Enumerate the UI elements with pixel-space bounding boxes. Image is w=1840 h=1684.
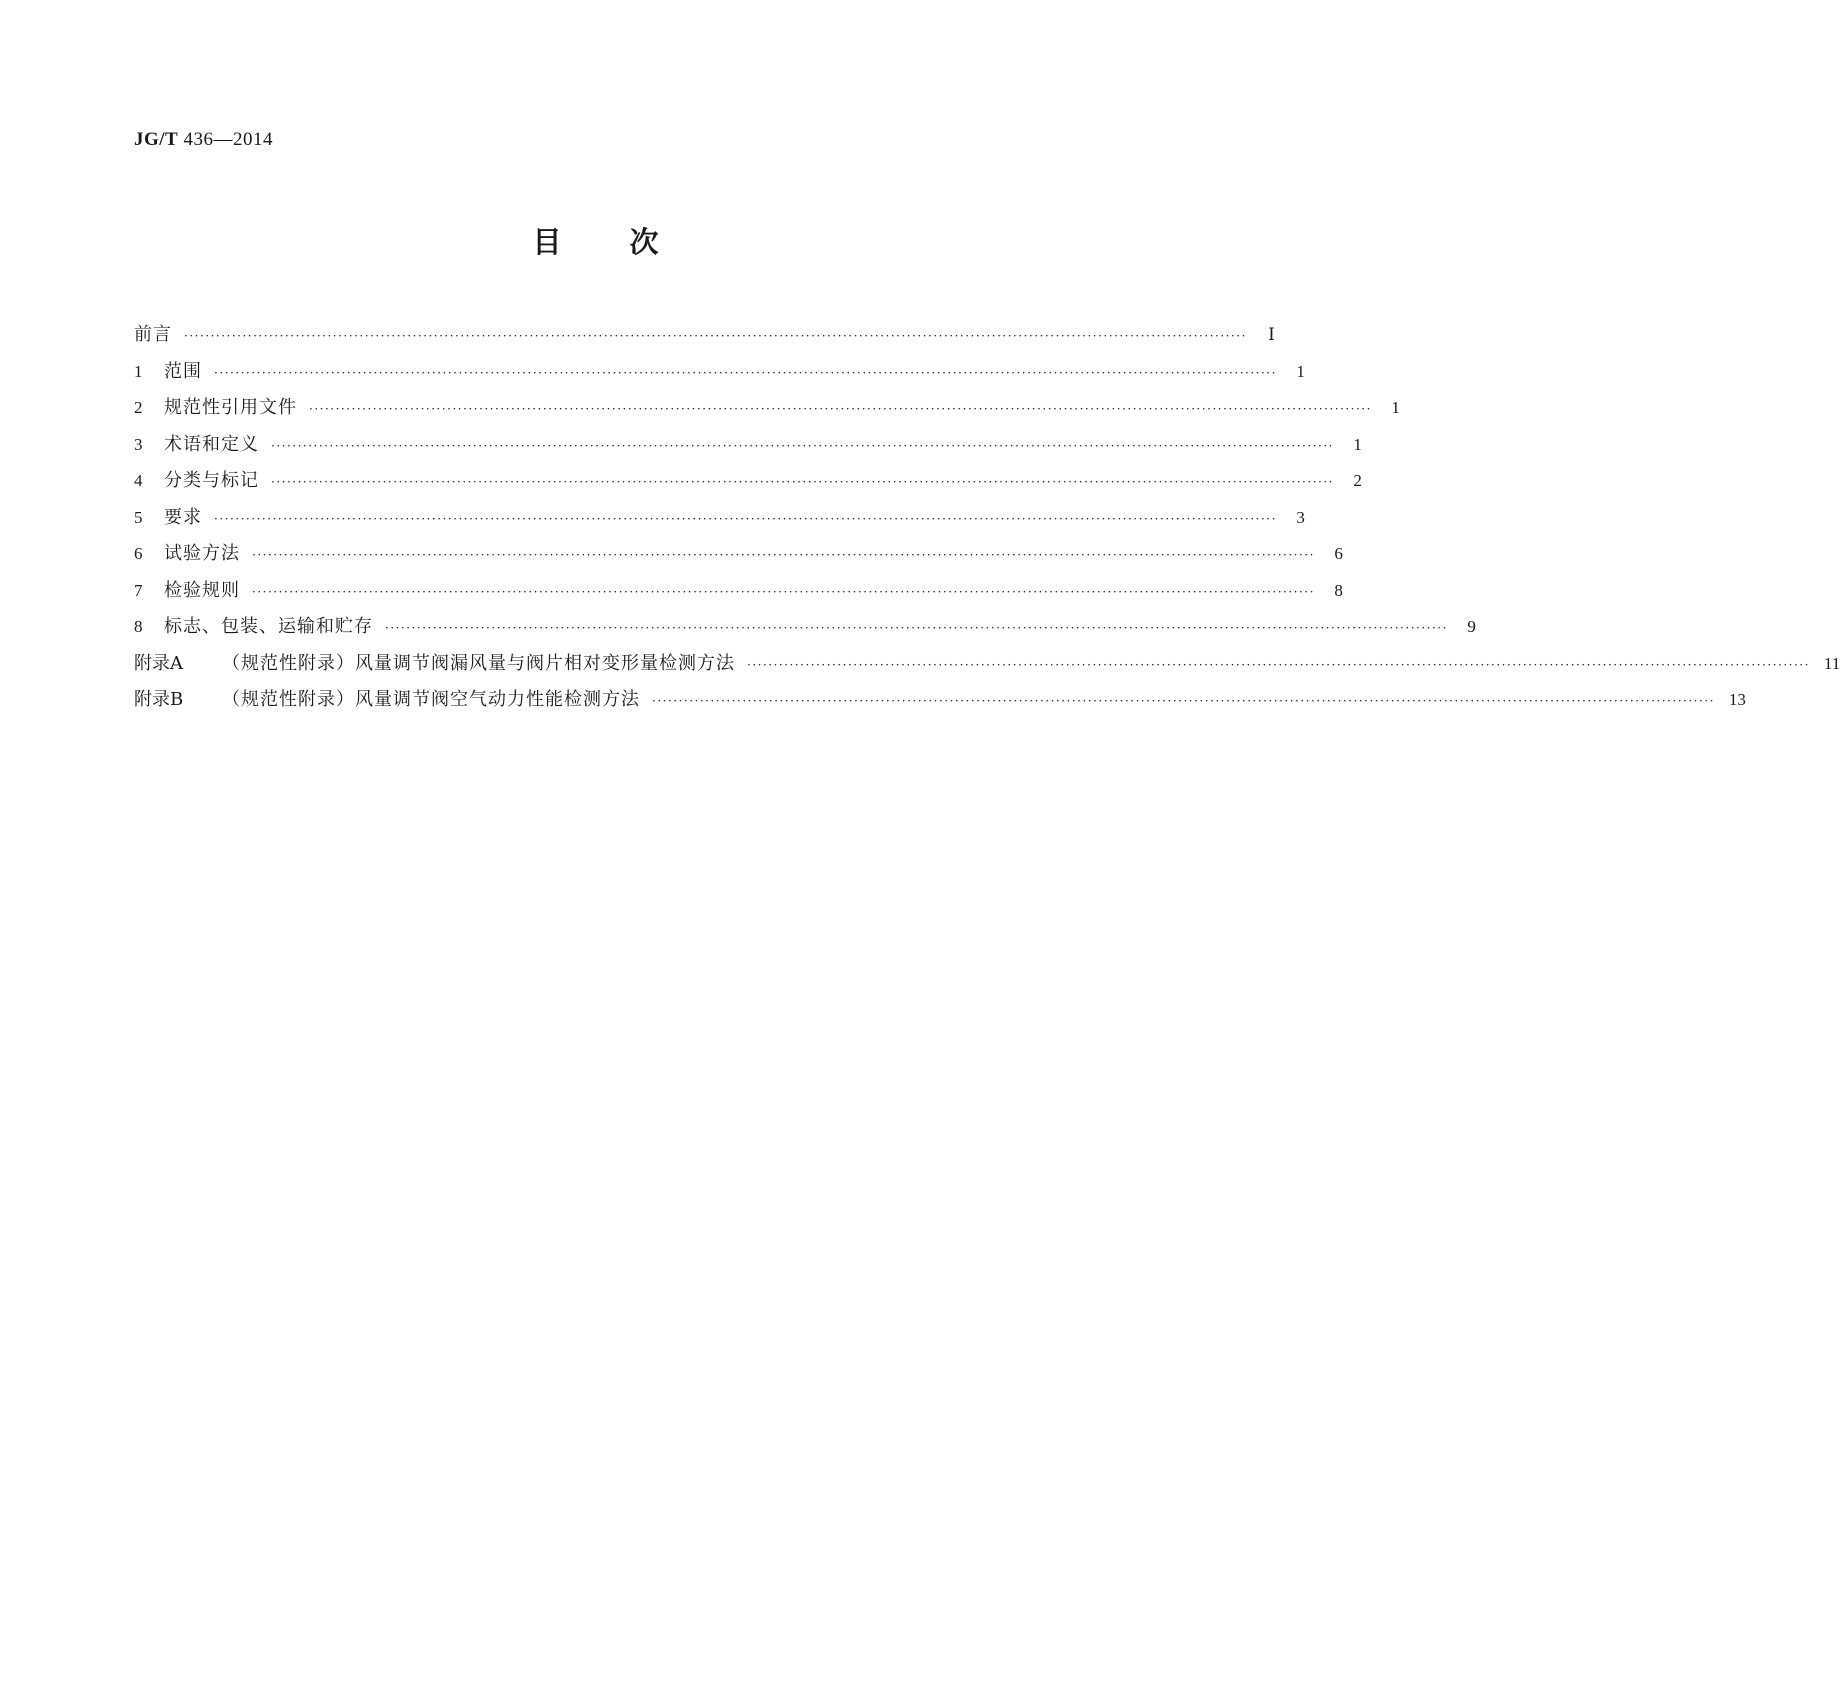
toc-entry-number: 附录A [134,652,183,674]
toc-entry-label: 分类与标记 [164,470,259,491]
toc-entry-marking-packaging[interactable] [134,615,1476,652]
toc-entry-label: 标志、包装、运输和贮存 [164,616,373,637]
toc-entry-label: 范围 [164,360,202,382]
toc-entry-terms-definitions[interactable] [134,433,1362,470]
toc-entry-classification[interactable] [134,469,1362,506]
table-of-contents [134,323,1840,725]
toc-entry-page: 1 [1391,398,1400,417]
toc-entry-label: 前言 [134,324,172,345]
toc-dot-leader: ········································································································································································································ [214,511,1277,526]
toc-entry-scope[interactable] [134,360,1305,397]
toc-entry-number: 附录B [134,689,184,710]
toc-entry-number: 5 [134,507,143,527]
toc-dot-leader: ········································································································································································································ [385,621,1448,635]
toc-dot-leader: ········································································································································································································ [652,694,1715,708]
toc-entry-test-methods[interactable] [134,542,1343,579]
toc-entry-page: 3 [1296,507,1305,527]
toc-dot-leader: ········································································································································································································ [309,402,1372,416]
toc-entry-page: 1 [1353,434,1362,454]
toc-entry-page: 2 [1353,471,1362,490]
toc-dot-leader: ········································································································································································································ [184,329,1247,343]
toc-entry-number: 2 [134,398,143,417]
toc-dot-leader: ········································································································································································································ [747,657,1810,672]
document-code-number: 436—2014 [183,129,273,150]
toc-entry-number: 4 [134,471,143,490]
toc-entry-label: （规范性附录）风量调节阀漏风量与阀片相对变形量检测方法 [222,652,735,674]
toc-entry-number: 3 [134,434,143,454]
toc-dot-leader: ········································································································································································································ [271,475,1334,489]
toc-dot-leader: ········································································································································································································ [252,548,1315,562]
toc-entry-label: （规范性附录）风量调节阀空气动力性能检测方法 [222,689,640,710]
toc-entry-preface[interactable] [134,323,1275,360]
toc-entry-number: 1 [134,361,143,381]
document-code-prefix: JG/T [134,129,179,150]
toc-entry-number: 6 [134,544,143,563]
toc-entry-label: 检验规则 [164,579,240,601]
toc-entry-requirements[interactable] [134,506,1305,543]
toc-entry-page: 13 [1728,690,1746,709]
toc-entry-appendix-b[interactable] [134,688,1746,725]
toc-entry-page: 6 [1334,544,1343,563]
toc-dot-leader: ········································································································································································································ [214,365,1277,380]
toc-entry-appendix-a[interactable] [134,652,1840,689]
toc-entry-normative-references[interactable] [134,396,1400,433]
toc-entry-page: 11 [1823,653,1840,673]
toc-dot-leader: ········································································································································································································ [271,438,1334,453]
toc-entry-page: Ⅰ [1268,325,1275,344]
toc-entry-page: 9 [1467,617,1476,636]
document-code [134,128,273,152]
toc-entry-number: 7 [134,580,143,600]
toc-entry-number: 8 [134,617,143,636]
toc-entry-page: 8 [1334,580,1343,600]
toc-entry-label: 术语和定义 [164,433,259,455]
toc-entry-page: 1 [1296,361,1305,381]
toc-entry-label: 试验方法 [164,543,240,564]
toc-entry-label: 要求 [164,506,202,528]
page-title: 目 次 [532,225,659,259]
toc-entry-label: 规范性引用文件 [164,397,297,418]
toc-entry-inspection-rules[interactable] [134,579,1343,616]
toc-dot-leader: ········································································································································································································ [252,584,1315,599]
